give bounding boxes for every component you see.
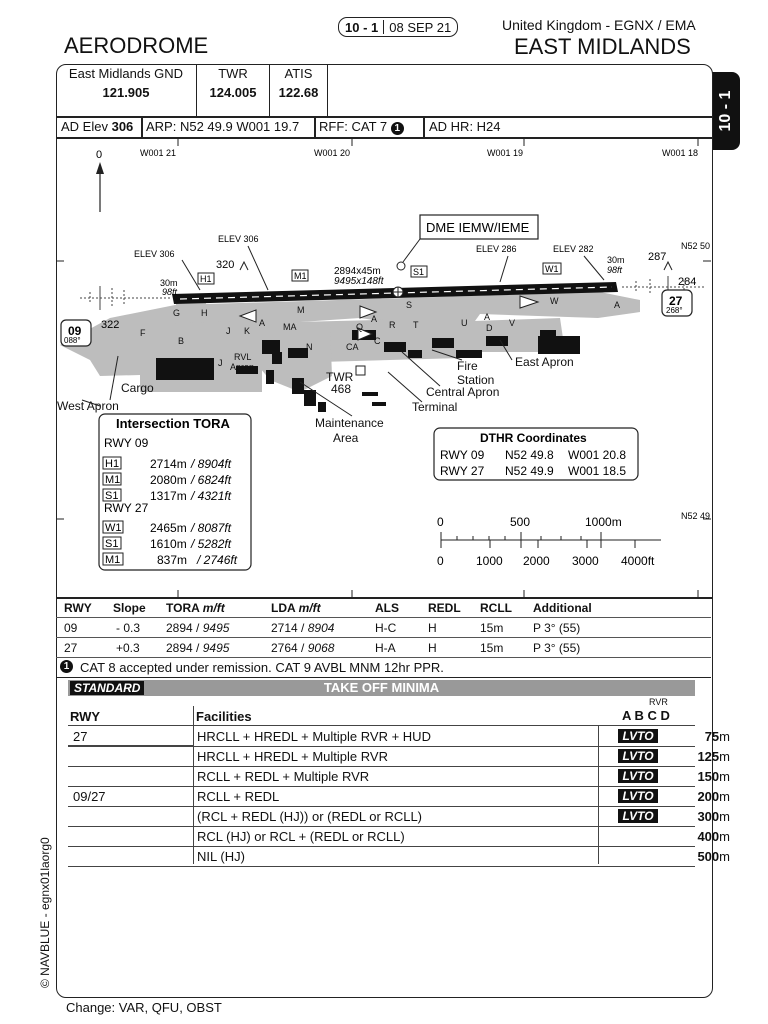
lvto-badge: LVTO [618, 809, 658, 823]
holding-point-h1: H1 [200, 274, 212, 284]
divider [56, 116, 712, 118]
rff-text: RFF: CAT 7 [319, 119, 388, 134]
rwy27-heading: 268° [666, 306, 683, 315]
cell-slope: +0.3 [116, 641, 140, 655]
chart-index-label: 10 - 1 [717, 90, 734, 132]
lat-tick-label: N52 49 [681, 511, 711, 521]
minima-row [68, 746, 730, 767]
copyright-notice: © NAVBLUE - egnx01laorg0 [38, 837, 52, 988]
taxiway-label: C [374, 336, 381, 346]
taxiway-label: J [226, 326, 231, 336]
lvto-badge: LVTO [618, 789, 658, 803]
holding-point-w1: W1 [545, 264, 559, 274]
lvto-badge: LVTO [618, 769, 658, 783]
runway-dimensions-ft: 9495x148ft [334, 276, 384, 287]
rvl-label: RVL [234, 352, 252, 362]
arp-coordinates: ARP: N52 49.9 W001 19.7 [146, 119, 300, 134]
divider [314, 117, 316, 137]
minima-col-rwy: RWY [70, 709, 101, 724]
dthr-lat: N52 49.8 [505, 448, 554, 462]
fire-label: Fire [457, 359, 478, 373]
minima-rvr: 200m [697, 789, 730, 804]
taxiway-label: H [201, 308, 208, 318]
minima-row [68, 786, 730, 807]
obstacle-icon [240, 262, 248, 270]
chart-title: AERODROME [64, 33, 209, 58]
lvto-badge: LVTO [618, 749, 658, 763]
taxiway-label: W [550, 296, 559, 306]
taxiway-label: A [484, 312, 491, 322]
aerodrome-elevation [61, 119, 133, 134]
cell-rcll: 15m [480, 641, 504, 655]
minima-facility: HRCLL + HREDL + Multiple RVR [197, 749, 388, 764]
tora-point: M1 [105, 554, 121, 566]
dme-label: DME IEMW/IEME [426, 220, 530, 235]
scale-label-ft: 0 [437, 554, 444, 568]
minima-facility: RCLL + REDL + Multiple RVR [197, 769, 370, 784]
cargo-label: Cargo [121, 381, 154, 395]
minima-row [68, 726, 730, 747]
taxiway-label: R [389, 320, 396, 330]
tora-point: M1 [105, 474, 121, 486]
freq-tower-name: TWR [218, 66, 248, 81]
rff-category [319, 119, 404, 135]
tora-m: 2714m [150, 457, 187, 471]
minima-rwy-0927: 09/27 [73, 789, 106, 804]
cell-als: H-A [375, 641, 396, 655]
note-marker-icon: 1 [391, 122, 404, 135]
scale-label-ft: 3000 [572, 554, 599, 568]
taxiway-label: J [218, 358, 223, 368]
minima-rvr: 125m [697, 749, 730, 764]
taxiway-label: K [244, 326, 251, 336]
tora-m: 1610m [150, 537, 187, 551]
spot-height: 287 [648, 251, 667, 263]
col-rcll: RCLL [480, 601, 512, 615]
lon-tick-label: W001 19 [487, 148, 524, 158]
taxiway-label: CA [346, 342, 359, 352]
holding-point-m1: M1 [294, 271, 307, 281]
scale-label-m: 0 [437, 515, 444, 529]
change-note: Change: VAR, QFU, OBST [66, 1000, 222, 1015]
minima-facility: HRCLL + HREDL + Multiple RVR + HUD [197, 729, 431, 744]
runway-note [56, 658, 711, 678]
north-arrow-label: 0 [96, 149, 103, 161]
thr-height-ft: 98ft [607, 265, 623, 275]
taxiway-label: S [406, 300, 413, 310]
col-rwy: RWY [64, 601, 92, 615]
table-row [56, 638, 711, 658]
dthr-lon: W001 18.5 [568, 464, 627, 478]
cell-slope: - 0.3 [116, 621, 141, 635]
freq-ground [56, 64, 197, 116]
taxiway-label: F [140, 328, 146, 338]
tower-label: TWR [326, 370, 354, 384]
dthr-title: DTHR Coordinates [480, 431, 587, 445]
taxiway-label: A [371, 314, 378, 324]
aerodrome-hours: AD HR: H24 [429, 119, 501, 134]
col-tora: TORA m/ft [166, 601, 225, 615]
minima-rvr: 75m [704, 729, 730, 744]
tora-m: 2465m [150, 521, 187, 535]
minima-row [68, 846, 730, 867]
cell-als: H-C [375, 621, 397, 635]
spot-height: 322 [101, 319, 120, 331]
tora-ft: / 8904ft [191, 457, 232, 471]
leader-line [403, 239, 420, 262]
taxiway-label: V [509, 318, 516, 328]
cell-rwy: 09 [64, 621, 78, 635]
tower-elevation: 468 [331, 382, 352, 396]
cell-tora: 2894 / 9495 [166, 641, 230, 655]
cell-lda: 2764 / 9068 [271, 641, 335, 655]
minima-row [68, 766, 730, 787]
tora-point: W1 [105, 522, 122, 534]
dthr-rwy: RWY 09 [440, 448, 485, 462]
standard-badge: STANDARD [70, 681, 144, 695]
tora-ft: / 5282ft [191, 537, 232, 551]
freq-ground-name: East Midlands GND [68, 66, 184, 81]
elev-label: ELEV 306 [218, 234, 259, 244]
maintenance-label: Maintenance [315, 416, 384, 430]
minima-title: TAKE OFF MINIMA [323, 680, 440, 695]
aircraft-categories: A B C D [622, 708, 670, 723]
spot-height: 284 [678, 276, 697, 288]
minima-header-bar [68, 680, 695, 696]
chart-number: 10 - 1 [345, 19, 379, 35]
rvr-label: RVR [649, 697, 668, 707]
central-apron-label: Central Apron [426, 385, 500, 399]
location-code: United Kingdom - EGNX / EMA [502, 17, 696, 33]
airport-name: EAST MIDLANDS [514, 34, 691, 59]
minima-rvr: 400m [697, 829, 730, 844]
tora-ft: / 8087ft [191, 521, 232, 535]
freq-atis [270, 64, 328, 116]
taxiway-label: MA [283, 322, 297, 332]
cell-redl: H [428, 621, 437, 635]
aerodrome-diagram [56, 138, 712, 598]
col-additional: Additional [533, 601, 592, 615]
tora-rwy09: RWY 09 [104, 436, 149, 450]
tora-title: Intersection TORA [116, 416, 230, 431]
taxiway-label: B [178, 336, 185, 346]
minima-facility: (RCL + REDL (HJ)) or (REDL or RCLL) [197, 809, 423, 824]
tora-ft: / 4321ft [191, 489, 232, 503]
taxiway-label: Q [356, 322, 364, 332]
scale-label-m: 500 [510, 515, 531, 529]
note-marker-icon: 1 [60, 660, 73, 673]
note-text: CAT 8 accepted under remission. CAT 9 AVBL MNM 12hr PPR. [80, 660, 444, 675]
taxiway-label: G [173, 308, 181, 318]
cell-tora: 2894 / 9495 [166, 621, 230, 635]
freq-tower [197, 64, 270, 116]
tora-point: H1 [105, 458, 120, 470]
runway-table [56, 598, 711, 678]
minima-row [68, 826, 730, 847]
tora-rwy27: RWY 27 [104, 501, 149, 515]
table-row [56, 618, 711, 638]
scale-label-m: 1000m [585, 515, 622, 529]
dthr-lon: W001 20.8 [568, 448, 627, 462]
scale-bar [441, 532, 661, 548]
chart-index-tab [712, 72, 740, 150]
rwy27-number: 27 [669, 294, 683, 308]
freq-atis-value: 122.68 [278, 85, 319, 100]
east-apron-label: East Apron [515, 355, 574, 369]
taxiway-label: N [306, 342, 313, 352]
spot-height: 320 [216, 259, 235, 271]
taxiway-label: D [486, 323, 493, 333]
cell-lda: 2714 / 8904 [271, 621, 335, 635]
tora-ft: / 6824ft [191, 473, 232, 487]
minima-row [68, 806, 730, 827]
terminal-label: Terminal [412, 400, 458, 414]
tower-icon [356, 366, 365, 375]
divider [141, 117, 143, 137]
cell-redl: H [428, 641, 437, 655]
taxiway-label: A [614, 300, 621, 310]
minima-rvr: 300m [697, 809, 730, 824]
cell-rwy: 27 [64, 641, 78, 655]
freq-ground-value: 121.905 [102, 85, 150, 100]
tora-m: 1317m [150, 489, 187, 503]
cell-additional: P 3° (55) [533, 621, 581, 635]
cell-rcll: 15m [480, 621, 504, 635]
dme-icon [397, 262, 405, 270]
tora-ft: / 2746ft [197, 553, 238, 567]
tora-point: S1 [105, 490, 119, 502]
scale-label-ft: 2000 [523, 554, 550, 568]
elev-label: AD Elev [61, 119, 108, 134]
minima-facility: RCLL + REDL [197, 789, 280, 804]
elev-label: ELEV 286 [476, 244, 517, 254]
thr-height-m: 30m [607, 255, 625, 265]
minima-facility: NIL (HJ) [197, 849, 245, 864]
col-slope: Slope [113, 601, 146, 615]
divider [423, 117, 425, 137]
rwy09-number: 09 [68, 324, 82, 338]
approach-lights-west [80, 286, 172, 310]
scale-label-ft: 1000 [476, 554, 503, 568]
elev-value: 306 [111, 119, 134, 134]
col-als: ALS [375, 601, 399, 615]
station-label: Station [457, 373, 495, 387]
tora-m: 837m [157, 553, 188, 567]
obstacle-icon [664, 262, 672, 270]
west-apron-label: West Apron [57, 399, 119, 413]
minima-col-facilities: Facilities [196, 709, 252, 724]
cell-additional: P 3° (55) [533, 641, 581, 655]
apron-label: Apron [230, 362, 255, 372]
taxiway-label: A [259, 318, 266, 328]
scale-label-ft: 4000ft [621, 554, 655, 568]
north-arrow-head-icon [96, 162, 104, 174]
taxiway-label: M [297, 305, 305, 315]
thr-height-m: 30m [160, 278, 178, 288]
rwy09-heading: 088° [64, 336, 81, 345]
runway-dimensions-m: 2894x45m [334, 266, 381, 277]
taxiway-label: U [461, 318, 468, 328]
lon-tick-label: W001 21 [140, 148, 177, 158]
minima-rvr: 500m [697, 849, 730, 864]
col-redl: REDL [428, 601, 461, 615]
area-label: Area [333, 431, 359, 445]
lat-tick-label: N52 50 [681, 241, 711, 251]
lvto-badge: LVTO [618, 729, 658, 743]
runway-table-header [56, 598, 711, 618]
freq-tower-value: 124.005 [209, 85, 257, 100]
minima-rwy-27: 27 [73, 729, 88, 744]
taxiway-label: T [413, 320, 419, 330]
dthr-rwy: RWY 27 [440, 464, 485, 478]
elev-label: ELEV 282 [553, 244, 594, 254]
minima-facility: RCL (HJ) or RCL + (REDL or RCLL) [197, 829, 405, 844]
lon-tick-label: W001 18 [662, 148, 699, 158]
divider [68, 866, 193, 867]
dthr-lat: N52 49.9 [505, 464, 554, 478]
freq-atis-name: ATIS [284, 66, 313, 81]
col-lda: LDA m/ft [271, 601, 321, 615]
lon-tick-label: W001 20 [314, 148, 351, 158]
thr-height-ft: 98ft [162, 287, 178, 297]
holding-point-s1: S1 [413, 267, 425, 277]
tora-m: 2080m [150, 473, 187, 487]
chart-date: 08 SEP 21 [389, 19, 452, 35]
elev-label: ELEV 306 [134, 249, 175, 259]
tora-point: S1 [105, 538, 119, 550]
minima-rvr: 150m [697, 769, 730, 784]
chart-number-chip [338, 17, 458, 37]
